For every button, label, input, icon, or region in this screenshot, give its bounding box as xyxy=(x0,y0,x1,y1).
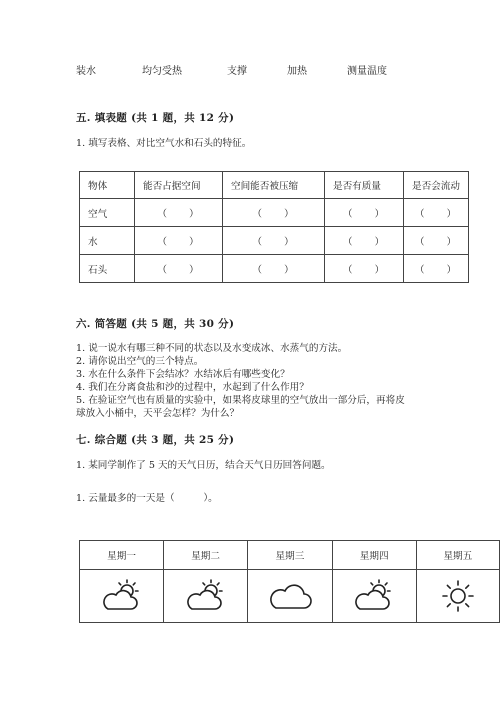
answer-blank[interactable]: （ ） xyxy=(135,227,223,255)
table-header-row xyxy=(80,172,469,199)
option-word: 测量温度 xyxy=(347,66,387,77)
question-text: 1. 填写表格、对比空气水和石头的特征。 xyxy=(76,138,252,149)
section-title: 五. 填表题 (共 1 题，共 12 分) xyxy=(76,112,235,124)
sub-question-text: 1. 云量最多的一天是（ ）。 xyxy=(76,493,218,504)
answer-blank[interactable]: （ ） xyxy=(223,199,325,227)
weather-cell xyxy=(416,570,499,623)
answer-blank[interactable]: （ ） xyxy=(404,199,469,227)
weekday-label: 星期二 xyxy=(164,541,248,570)
weekday-row xyxy=(80,541,500,570)
option-word: 支撑 xyxy=(227,66,247,77)
question-text: 1. 某同学制作了 5 天的天气日历，结合天气日历回答问题。 xyxy=(76,460,331,471)
answer-blank[interactable]: （ ） xyxy=(325,227,404,255)
table-header-cell: 能否占据空间 xyxy=(135,172,223,199)
question-line: 2. 请你说出空气的三个特点。 xyxy=(76,356,204,367)
weekday-label: 星期四 xyxy=(332,541,416,570)
weekday-label: 星期五 xyxy=(416,541,499,570)
partly-cloudy-icon xyxy=(101,579,143,613)
weather-cell xyxy=(164,570,248,623)
question-line: 5. 在验证空气也有质量的实验中，如果将皮球里的空气放出一部分后，再将皮 xyxy=(76,395,405,406)
table-row xyxy=(80,227,469,255)
option-word: 加热 xyxy=(287,66,307,77)
weather-calendar-table xyxy=(79,540,500,623)
partly-cloudy-icon xyxy=(353,579,395,613)
answer-blank[interactable]: （ ） xyxy=(404,227,469,255)
question-line: 4. 我们在分离食盐和沙的过程中，水起到了什么作用？ xyxy=(76,382,309,393)
answer-blank[interactable]: （ ） xyxy=(325,199,404,227)
table-header-cell: 物体 xyxy=(80,172,135,199)
weekday-label: 星期三 xyxy=(248,541,333,570)
weather-icon-row xyxy=(80,570,500,623)
answer-blank[interactable]: （ ） xyxy=(223,255,325,283)
weather-cell xyxy=(80,570,164,623)
table-header-cell: 是否会流动 xyxy=(404,172,469,199)
partly-cloudy-icon xyxy=(185,579,227,613)
question-line: 1. 说一说水有哪三种不同的状态以及水变成冰、水蒸气的方法。 xyxy=(76,343,348,354)
table-header-cell: 是否有质量 xyxy=(325,172,404,199)
section-title: 六. 简答题 (共 5 题，共 30 分) xyxy=(76,318,235,330)
row-label: 水 xyxy=(80,227,135,255)
weather-cell xyxy=(248,570,333,623)
question-line: 球放入小桶中，天平会怎样？为什么？ xyxy=(76,408,240,419)
weekday-label: 星期一 xyxy=(80,541,164,570)
answer-blank[interactable]: （ ） xyxy=(404,255,469,283)
row-label: 石头 xyxy=(80,255,135,283)
answer-blank[interactable]: （ ） xyxy=(223,227,325,255)
answer-blank[interactable]: （ ） xyxy=(135,199,223,227)
answer-blank[interactable]: （ ） xyxy=(325,255,404,283)
cloud-icon xyxy=(267,580,313,612)
table-row xyxy=(80,255,469,283)
table-row xyxy=(80,199,469,227)
table-header-cell: 空间能否被压缩 xyxy=(223,172,325,199)
comparison-table xyxy=(79,171,469,283)
sun-icon xyxy=(441,579,475,613)
answer-blank[interactable]: （ ） xyxy=(135,255,223,283)
row-label: 空气 xyxy=(80,199,135,227)
weather-cell xyxy=(332,570,416,623)
option-word: 均匀受热 xyxy=(142,66,182,77)
option-word: 装水 xyxy=(76,66,96,77)
section-title: 七. 综合题 (共 3 题，共 25 分) xyxy=(76,434,235,446)
question-line: 3. 水在什么条件下会结冰？水结冰后有哪些变化？ xyxy=(76,369,290,380)
